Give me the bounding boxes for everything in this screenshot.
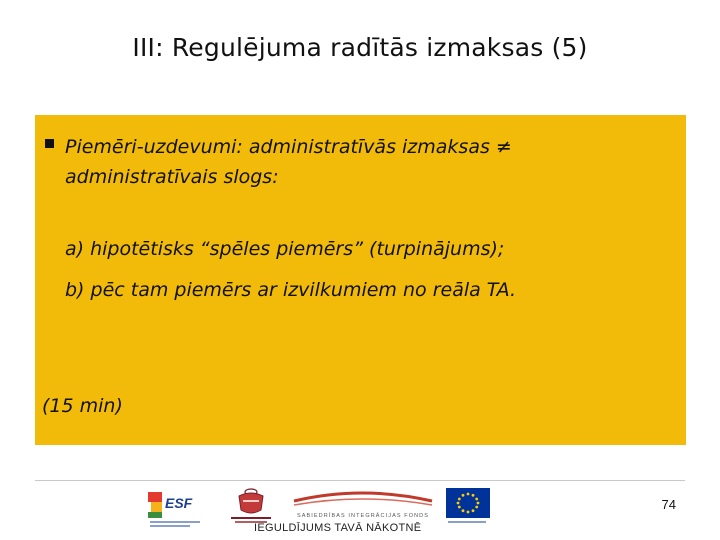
slide-title: III: Regulējuma radītās izmaksas (5) bbox=[132, 33, 588, 62]
content-box bbox=[35, 115, 686, 445]
integration-fund-logo bbox=[292, 487, 434, 525]
esf-logo-text: ESF bbox=[165, 495, 193, 511]
footer-divider bbox=[35, 480, 685, 481]
list-item-b: b) pēc tam piemērs ar izvilkumiem no reāla TA. bbox=[65, 279, 517, 301]
eu-flag-logo bbox=[446, 488, 492, 526]
bullet-text: Piemēri-uzdevumi: administratīvās izmaksas ≠ administratīvais slogs: bbox=[65, 136, 512, 188]
footer-slogan: IEGULDĪJUMS TAVĀ NĀKOTNĒ bbox=[254, 522, 422, 534]
square-bullet-icon bbox=[45, 139, 54, 148]
list-item-a: a) hipotētisks “spēles piemērs” (turpinājums); bbox=[65, 238, 505, 260]
page-number: 74 bbox=[661, 497, 676, 512]
esf-logo bbox=[148, 490, 206, 528]
duration-note: (15 min) bbox=[42, 395, 123, 417]
integration-fund-logo-text: SABIEDRĪBAS INTEGRĀCIJAS FONDS bbox=[296, 513, 430, 519]
